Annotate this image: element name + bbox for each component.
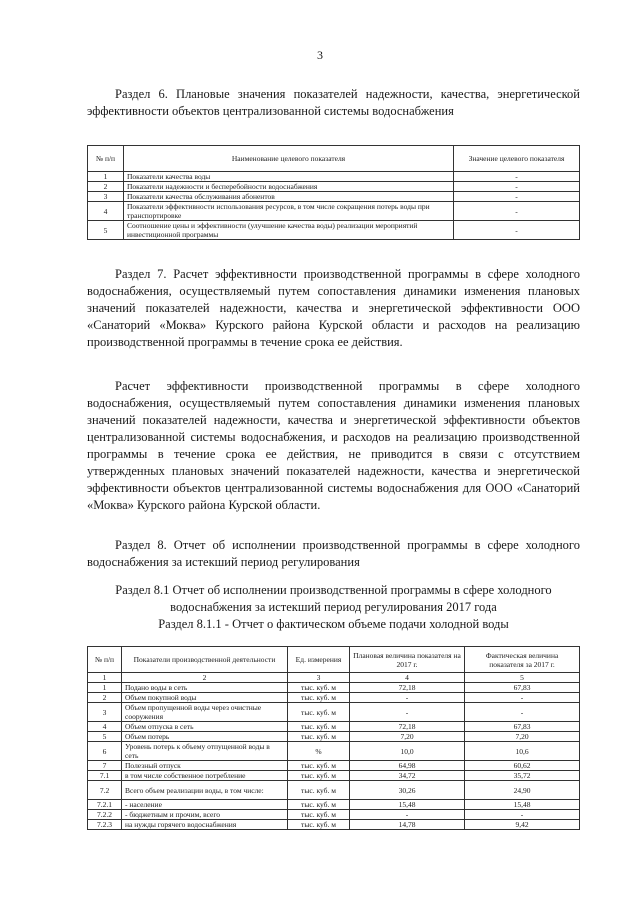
indicator-name: Всего объем реализации воды, в том числе: xyxy=(122,781,288,800)
fact-value: 10,6 xyxy=(465,742,580,761)
plan-value: 10,0 xyxy=(350,742,465,761)
indicator-name: - население xyxy=(122,800,288,810)
plan-value: - xyxy=(350,693,465,703)
unit: тыс. куб. м xyxy=(288,732,350,742)
indicator-value: - xyxy=(454,202,580,221)
indicator-name: Объем отпуска в сеть xyxy=(122,722,288,732)
indicator-value: - xyxy=(454,221,580,240)
unit: тыс. куб. м xyxy=(288,683,350,693)
indicator-name: Показатели качества воды xyxy=(124,172,454,182)
row-number: 2 xyxy=(88,182,124,192)
row-number: 1 xyxy=(88,683,122,693)
unit: тыс. куб. м xyxy=(288,810,350,820)
fact-value: - xyxy=(465,693,580,703)
table-row xyxy=(88,192,580,202)
unit: % xyxy=(288,742,350,761)
table-row xyxy=(88,221,580,240)
plan-value: 64,98 xyxy=(350,761,465,771)
table-row xyxy=(88,732,580,742)
section-8-1-1-title: Раздел 8.1.1 - Отчет о фактическом объеме подачи холодной воды xyxy=(158,617,509,631)
column-number: 3 xyxy=(288,673,350,683)
indicator-name: Полезный отпуск xyxy=(122,761,288,771)
col-header-unit: Ед. измерения xyxy=(288,647,350,673)
table-row xyxy=(88,693,580,703)
row-number: 1 xyxy=(88,172,124,182)
fact-value: - xyxy=(465,703,580,722)
plan-value: 14,78 xyxy=(350,820,465,830)
row-number: 7.2.2 xyxy=(88,810,122,820)
plan-value: 72,18 xyxy=(350,683,465,693)
indicator-name: на нужды горячего водоснабжения xyxy=(122,820,288,830)
indicator-name: Показатели надежности и бесперебойности водоснабжения xyxy=(124,182,454,192)
col-header-indicator: Показатели производственной деятельности xyxy=(122,647,288,673)
plan-value: 72,18 xyxy=(350,722,465,732)
unit: тыс. куб. м xyxy=(288,722,350,732)
column-number: 4 xyxy=(350,673,465,683)
fact-value: - xyxy=(465,810,580,820)
indicator-name: - бюджетным и прочим, всего xyxy=(122,810,288,820)
column-number: 1 xyxy=(88,673,122,683)
fact-value: 7,20 xyxy=(465,732,580,742)
column-number-row xyxy=(88,673,580,683)
table-row xyxy=(88,202,580,221)
col-header-plan: Плановая величина показателя на 2017 г. xyxy=(350,647,465,673)
plan-value: 15,48 xyxy=(350,800,465,810)
fact-value: 35,72 xyxy=(465,771,580,781)
table-row xyxy=(88,771,580,781)
table-row xyxy=(88,182,580,192)
indicator-value: - xyxy=(454,172,580,182)
row-number: 7.1 xyxy=(88,771,122,781)
indicator-name: Соотношение цены и эффективности (улучшение качества воды) реализации мероприятий инвестиционной программы xyxy=(124,221,454,240)
section-8-text: Раздел 8. Отчет об исполнении производственной программы в сфере холодного водоснабжения за истекший период регулирования xyxy=(87,538,580,569)
column-number: 5 xyxy=(465,673,580,683)
unit: тыс. куб. м xyxy=(288,693,350,703)
table-row xyxy=(88,683,580,693)
indicator-value: - xyxy=(454,182,580,192)
col-header-indicator: Наименование целевого показателя xyxy=(124,146,454,172)
water-supply-report-table xyxy=(87,646,580,830)
table-row xyxy=(88,761,580,771)
row-number: 3 xyxy=(88,192,124,202)
fact-value: 60,62 xyxy=(465,761,580,771)
section-8-1-title: Раздел 8.1 Отчет об исполнении производственной программы в сфере холодного водоснабжения за истекший период регулирования 2017 года xyxy=(115,583,552,614)
table-row xyxy=(88,742,580,761)
indicator-name: Уровень потерь к объему отпущенной воды в сеть xyxy=(122,742,288,761)
row-number: 4 xyxy=(88,722,122,732)
plan-value: 34,72 xyxy=(350,771,465,781)
unit: тыс. куб. м xyxy=(288,771,350,781)
col-header-fact: Фактическая величина показателя за 2017 г. xyxy=(465,647,580,673)
unit: тыс. куб. м xyxy=(288,703,350,722)
table-header-row xyxy=(88,146,580,172)
row-number: 3 xyxy=(88,703,122,722)
section-7-text: Раздел 7. Расчет эффективности производственной программы в сфере холодного водоснабжения, осуществляемый путем сопоставления динамики изменения плановых значений показателей надежности, качества и энергетической эффективности ООО «Санаторий «Моква» Курского района Курской области и расходов на реализацию производственной программы в течение срока ее действия. xyxy=(87,267,580,349)
calculation-text: Расчет эффективности производственной программы в сфере холодного водоснабжения, осуществляемый путем сопоставления динамики изменения плановых значений показателей надежности, качества и энергетической эффективности объектов централизованной системы водоснабжения, и расходов на реализацию производственной программы в течение срока ее действия, не приводится в связи с отсутствием утвержденных плановых значений показателей надежности, качества и энергетической эффективности объектов централизованной системы водоснабжения для ООО «Санаторий «Моква» Курского района Курской области. xyxy=(87,379,580,512)
plan-value: - xyxy=(350,703,465,722)
row-number: 6 xyxy=(88,742,122,761)
plan-value: - xyxy=(350,810,465,820)
table-row xyxy=(88,810,580,820)
col-header-number: № п/п xyxy=(88,647,122,673)
fact-value: 67,83 xyxy=(465,722,580,732)
unit: тыс. куб. м xyxy=(288,820,350,830)
fact-value: 67,83 xyxy=(465,683,580,693)
indicator-value: - xyxy=(454,192,580,202)
row-number: 7.2.1 xyxy=(88,800,122,810)
fact-value: 24,90 xyxy=(465,781,580,800)
indicator-name: Подано воды в сеть xyxy=(122,683,288,693)
table-row xyxy=(88,781,580,800)
unit: тыс. куб. м xyxy=(288,781,350,800)
table-row xyxy=(88,722,580,732)
indicator-name: Показатели качества обслуживания абонентов xyxy=(124,192,454,202)
table-header-row xyxy=(88,647,580,673)
fact-value: 9,42 xyxy=(465,820,580,830)
table-row xyxy=(88,703,580,722)
indicator-name: Объем потерь xyxy=(122,732,288,742)
fact-value: 15,48 xyxy=(465,800,580,810)
row-number: 5 xyxy=(88,732,122,742)
unit: тыс. куб. м xyxy=(288,800,350,810)
section-6-title: Раздел 6. Плановые значения показателей надежности, качества, энергетической эффективности объектов централизованной системы водоснабжения xyxy=(87,87,580,118)
row-number: 7.2 xyxy=(88,781,122,800)
indicator-name: Объем покупной воды xyxy=(122,693,288,703)
page-number: 3 xyxy=(317,48,323,62)
row-number: 4 xyxy=(88,202,124,221)
row-number: 7 xyxy=(88,761,122,771)
indicator-name: Показатели эффективности использования ресурсов, в том числе сокращения потерь воды при транспортировке xyxy=(124,202,454,221)
row-number: 5 xyxy=(88,221,124,240)
col-header-number: № п/п xyxy=(88,146,124,172)
table-row xyxy=(88,820,580,830)
row-number: 7.2.3 xyxy=(88,820,122,830)
indicator-name: в том числе собственное потребление xyxy=(122,771,288,781)
table-row xyxy=(88,172,580,182)
indicator-name: Объем пропущенной воды через очистные сооружения xyxy=(122,703,288,722)
unit: тыс. куб. м xyxy=(288,761,350,771)
target-indicators-table xyxy=(87,145,580,240)
plan-value: 30,26 xyxy=(350,781,465,800)
column-number: 2 xyxy=(122,673,288,683)
col-header-value: Значение целевого показателя xyxy=(454,146,580,172)
row-number: 2 xyxy=(88,693,122,703)
table-row xyxy=(88,800,580,810)
plan-value: 7,20 xyxy=(350,732,465,742)
